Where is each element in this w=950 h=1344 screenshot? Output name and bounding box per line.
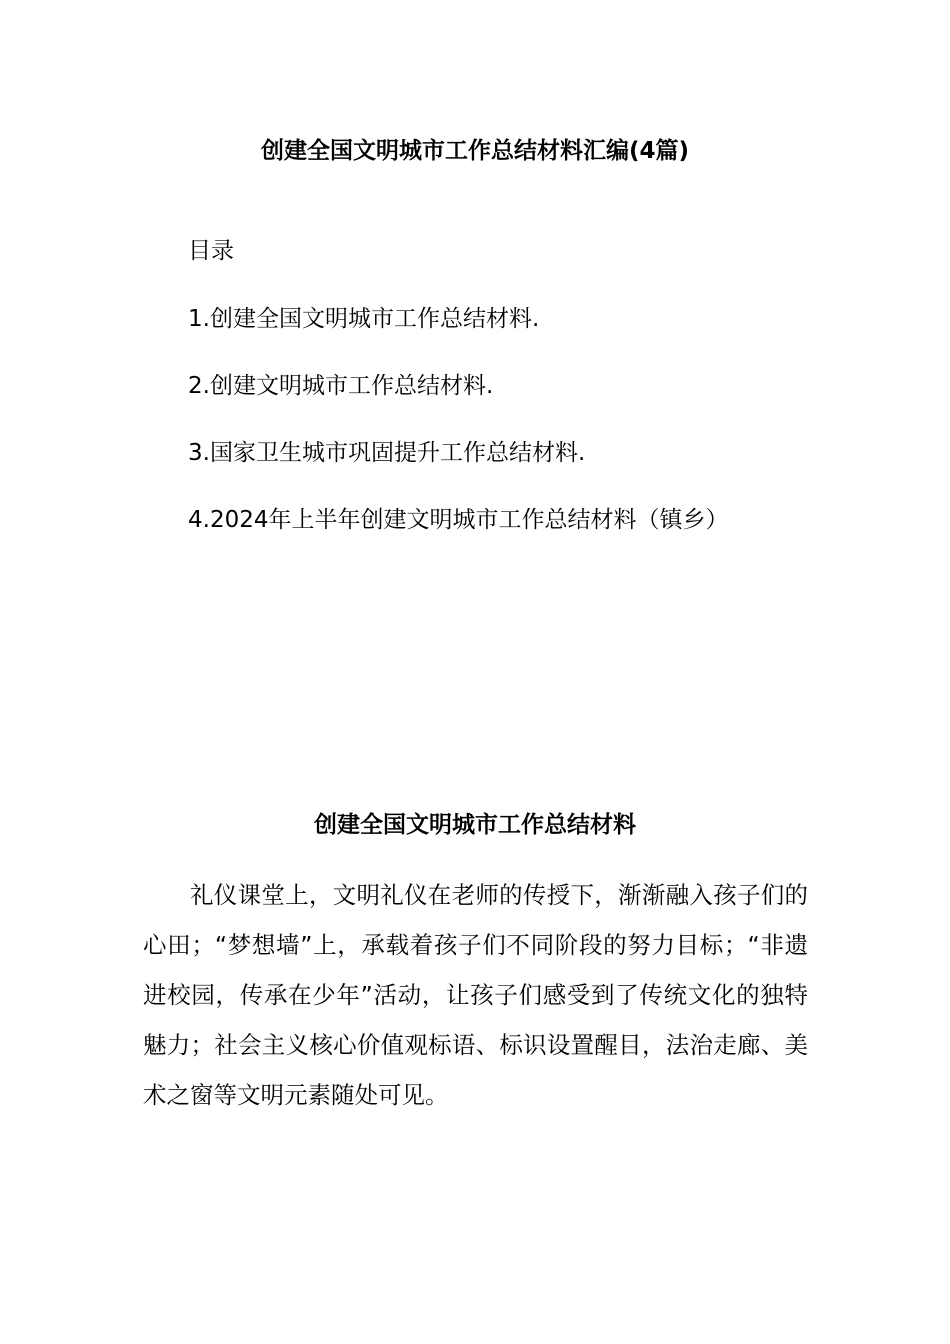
section-title: 创建全国文明城市工作总结材料	[314, 812, 636, 838]
toc-list	[188, 302, 728, 570]
toc-item: 2.创建文明城市工作总结材料.	[188, 373, 494, 399]
toc-item: 4.2024年上半年创建文明城市工作总结材料（镇乡）	[188, 507, 729, 533]
toc-item: 3.国家卫生城市巩固提升工作总结材料.	[188, 440, 586, 466]
toc-heading: 目录	[188, 238, 234, 264]
toc-item: 1.创建全国文明城市工作总结材料.	[188, 306, 540, 332]
body-paragraph: 礼仪课堂上，文明礼仪在老师的传授下，渐渐融入孩子们的心田；“梦想墙”上，承载着孩子们不同阶段的努力目标；“非遗进校园，传承在少年”活动，让孩子们感受到了传统文化的独特魅力；社会主义核心价值观标语、标识设置醒目，法治走廊、美术之窗等文明元素随处可见。	[143, 881, 808, 1109]
document-title: 创建全国文明城市工作总结材料汇编(4篇)	[260, 138, 690, 164]
